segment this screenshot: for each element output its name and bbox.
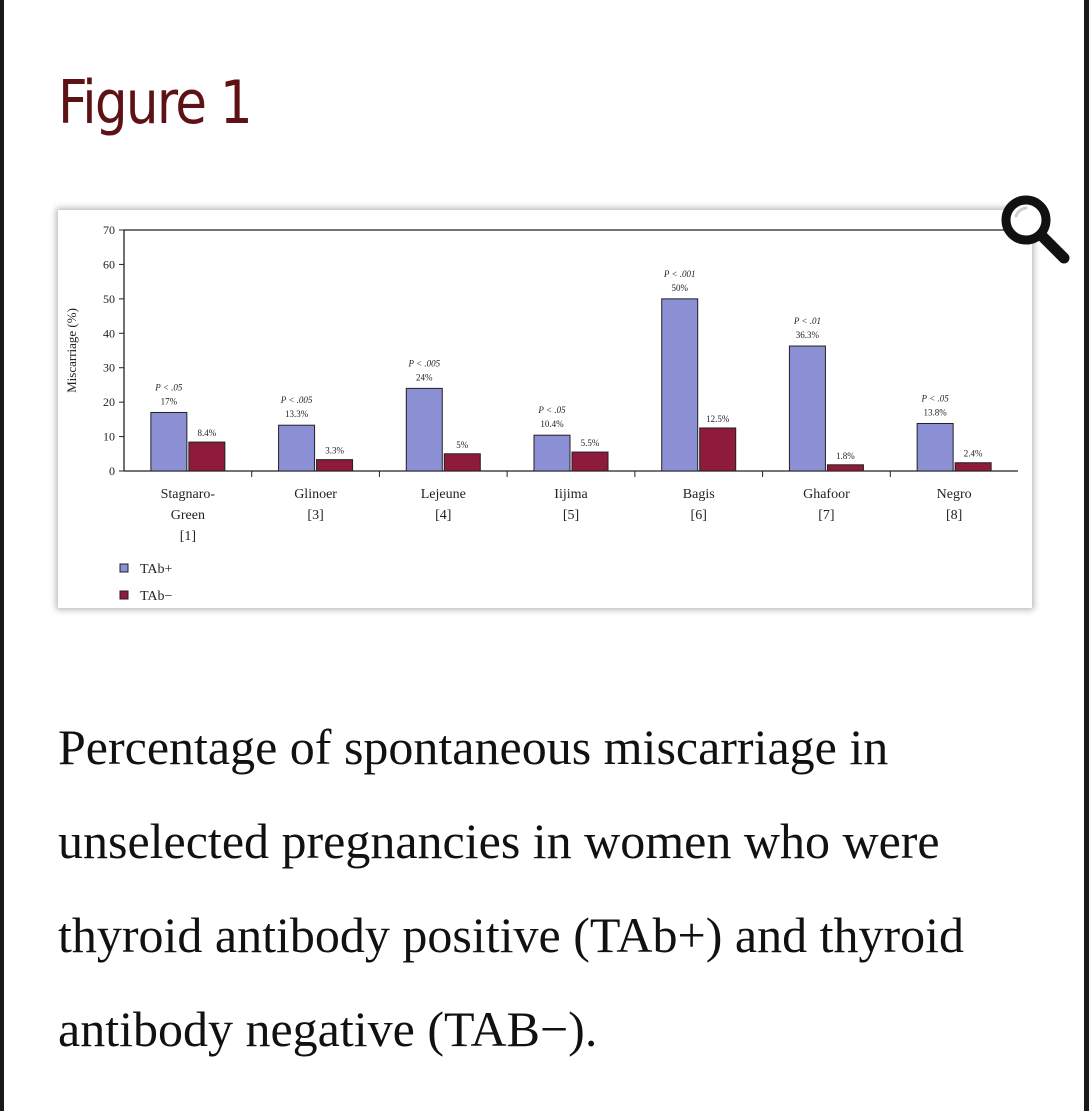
x-category-label: Stagnaro-: [160, 487, 216, 502]
legend-label: TAb+: [140, 562, 173, 577]
x-category-label: Lejeune: [420, 487, 466, 502]
zoom-button[interactable]: [996, 190, 1072, 266]
p-value-annotation: P < .001: [663, 268, 696, 279]
data-label-tab-negative: 2.4%: [963, 448, 983, 459]
x-category-label: Ghafoor: [803, 487, 850, 502]
bar-tab-positive: [662, 299, 698, 471]
data-label-tab-negative: 12.5%: [706, 413, 730, 424]
x-category-label: [1]: [179, 529, 197, 544]
bar-tab-negative: [700, 428, 736, 471]
left-frame-border: [0, 0, 4, 1111]
data-label-tab-positive: 36.3%: [795, 330, 820, 341]
bar-tab-negative: [189, 442, 225, 471]
bar-tab-positive: [917, 423, 953, 471]
y-tick-label: 10: [103, 429, 115, 444]
x-category-label: Green: [170, 508, 205, 523]
data-label-tab-positive: 50%: [671, 282, 688, 293]
x-category-label: [5]: [562, 508, 580, 523]
bar-tab-positive: [789, 346, 825, 471]
figure-title: Figure 1: [58, 68, 252, 138]
data-label-tab-positive: 24%: [416, 372, 433, 383]
p-value-annotation: P < .05: [538, 405, 566, 416]
data-label-tab-positive: 13.8%: [923, 407, 947, 418]
x-category-label: Iijima: [554, 487, 588, 502]
p-value-annotation: P < .01: [793, 316, 822, 327]
y-axis-label: Miscarriage (%): [64, 308, 79, 393]
x-category-label: [4]: [435, 508, 452, 523]
legend-swatch: [120, 591, 128, 599]
y-tick-label: 60: [103, 257, 115, 272]
x-category-label: Negro: [936, 487, 972, 502]
bar-tab-negative: [827, 465, 863, 471]
x-category-label: Bagis: [682, 487, 715, 502]
p-value-annotation: P < .005: [408, 358, 441, 369]
p-value-annotation: P < .05: [921, 393, 949, 404]
chart-card: [58, 210, 1032, 608]
data-label-tab-negative: 3.3%: [325, 445, 344, 456]
data-label-tab-positive: 10.4%: [540, 419, 564, 430]
bar-tab-positive: [151, 412, 187, 471]
figure-caption: Percentage of spontaneous miscarriage in unselected pregnancies in women who were thyroid antibody positive (TAb+) and thyroid antibody negative (TAB−).: [58, 719, 965, 1057]
y-tick-label: 0: [109, 464, 115, 478]
legend-label: TAb−: [140, 589, 173, 604]
magnifier-icon: [996, 190, 1072, 266]
y-tick-label: 20: [103, 395, 115, 410]
data-label-tab-positive: 13.3%: [284, 409, 309, 420]
bar-tab-positive: [406, 388, 442, 471]
y-tick-label: 30: [103, 360, 115, 375]
x-category-label: Glinoer: [294, 487, 337, 502]
data-label-tab-negative: 5%: [456, 439, 469, 450]
y-tick-label: 40: [103, 326, 115, 341]
p-value-annotation: P < .05: [155, 382, 183, 393]
x-category-label: [6]: [690, 508, 707, 523]
bar-tab-negative: [317, 460, 353, 471]
x-category-label: [7]: [818, 508, 835, 523]
bar-chart: [58, 210, 1032, 608]
data-label-tab-negative: 5.5%: [580, 438, 600, 449]
data-label-tab-positive: 17%: [160, 396, 178, 407]
bar-tab-negative: [955, 463, 991, 471]
x-category-label: [8]: [945, 508, 963, 523]
bar-tab-negative: [444, 454, 480, 471]
bar-tab-negative: [572, 452, 608, 471]
y-tick-label: 50: [103, 291, 115, 306]
legend-swatch: [120, 564, 128, 572]
bar-tab-positive: [534, 435, 570, 471]
bar-tab-positive: [279, 425, 315, 471]
p-value-annotation: P < .005: [280, 395, 313, 406]
data-label-tab-negative: 1.8%: [836, 450, 855, 461]
y-tick-label: 70: [103, 223, 115, 237]
x-category-label: [3]: [307, 508, 324, 523]
data-label-tab-negative: 8.4%: [197, 428, 217, 439]
right-frame-border: [1084, 0, 1089, 1111]
